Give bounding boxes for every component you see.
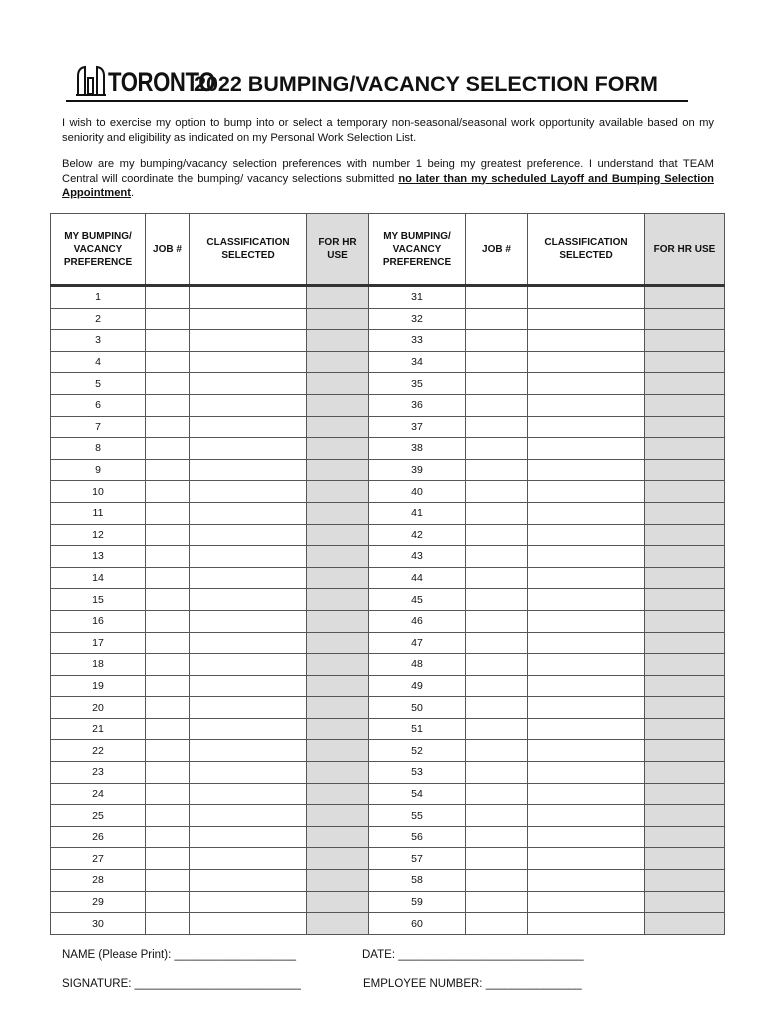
toronto-city-hall-icon	[76, 64, 106, 96]
classification-cell[interactable]	[190, 589, 307, 611]
classification-cell[interactable]	[190, 783, 307, 805]
hr-use-cell	[645, 438, 725, 460]
table-row	[51, 740, 725, 762]
job-number-cell[interactable]	[466, 438, 528, 460]
preference-number: 13	[51, 546, 146, 568]
preference-number: 33	[369, 330, 466, 352]
preference-number: 39	[369, 459, 466, 481]
classification-cell[interactable]	[190, 675, 307, 697]
table-row	[51, 610, 725, 632]
preference-number: 38	[369, 438, 466, 460]
classification-cell[interactable]	[528, 805, 645, 827]
classification-cell[interactable]	[190, 805, 307, 827]
job-number-cell[interactable]	[146, 783, 190, 805]
preference-number: 35	[369, 373, 466, 395]
job-number-cell[interactable]	[466, 524, 528, 546]
job-number-cell[interactable]	[146, 718, 190, 740]
preference-number: 29	[51, 891, 146, 913]
table-header-row	[51, 214, 725, 286]
table-row	[51, 762, 725, 784]
job-number-cell[interactable]	[146, 308, 190, 330]
preference-header: MY BUMPING/ VACANCY PREFERENCE	[51, 214, 146, 286]
classification-cell[interactable]	[528, 286, 645, 309]
preference-number: 8	[51, 438, 146, 460]
preference-number: 7	[51, 416, 146, 438]
classification-cell[interactable]	[190, 330, 307, 352]
job-number-cell[interactable]	[146, 848, 190, 870]
job-number-cell[interactable]	[146, 524, 190, 546]
hr-use-cell	[307, 848, 369, 870]
hr-use-cell	[645, 589, 725, 611]
job-number-cell[interactable]	[466, 632, 528, 654]
preference-number: 24	[51, 783, 146, 805]
preference-number: 55	[369, 805, 466, 827]
preference-number: 15	[51, 589, 146, 611]
classification-cell[interactable]	[190, 826, 307, 848]
hr-use-cell	[307, 459, 369, 481]
classification-cell[interactable]	[190, 394, 307, 416]
preference-number: 11	[51, 502, 146, 524]
table-row	[51, 654, 725, 676]
hr-use-cell	[645, 394, 725, 416]
job-number-cell[interactable]	[466, 891, 528, 913]
table-row	[51, 697, 725, 719]
hr-use-cell	[645, 826, 725, 848]
hr-use-cell	[307, 394, 369, 416]
preference-number: 27	[51, 848, 146, 870]
classification-cell[interactable]	[528, 373, 645, 395]
classification-cell[interactable]	[528, 416, 645, 438]
classification-cell[interactable]	[190, 286, 307, 309]
job-number-cell[interactable]	[466, 654, 528, 676]
classification-cell[interactable]	[190, 567, 307, 589]
preference-number: 5	[51, 373, 146, 395]
job-number-cell[interactable]	[466, 697, 528, 719]
hr-use-cell	[307, 416, 369, 438]
hr-use-cell	[307, 330, 369, 352]
name-field[interactable]: NAME (Please Print): ___________________	[62, 949, 296, 961]
intro-paragraph-2	[62, 157, 714, 201]
classification-cell[interactable]	[190, 459, 307, 481]
classification-cell[interactable]	[190, 481, 307, 503]
classification-cell[interactable]	[528, 870, 645, 892]
job-number-cell[interactable]	[146, 502, 190, 524]
preference-number: 43	[369, 546, 466, 568]
classification-cell[interactable]	[528, 610, 645, 632]
job-number-cell[interactable]	[466, 330, 528, 352]
job-number-cell[interactable]	[146, 870, 190, 892]
selection-table	[50, 213, 725, 935]
hr-use-cell	[307, 286, 369, 309]
preference-number: 57	[369, 848, 466, 870]
job-number-cell[interactable]	[466, 848, 528, 870]
hr-use-cell	[307, 740, 369, 762]
classification-cell[interactable]	[190, 373, 307, 395]
preference-number: 1	[51, 286, 146, 309]
classification-cell[interactable]	[528, 740, 645, 762]
preference-number: 54	[369, 783, 466, 805]
job-number-cell[interactable]	[146, 826, 190, 848]
job-number-header: JOB #	[466, 214, 528, 286]
hr-use-cell	[307, 654, 369, 676]
classification-cell[interactable]	[190, 416, 307, 438]
preference-number: 2	[51, 308, 146, 330]
table-row	[51, 481, 725, 503]
job-number-cell[interactable]	[466, 718, 528, 740]
preference-number: 12	[51, 524, 146, 546]
job-number-cell[interactable]	[146, 654, 190, 676]
job-number-cell[interactable]	[146, 675, 190, 697]
job-number-cell[interactable]	[146, 891, 190, 913]
hr-use-cell	[645, 416, 725, 438]
preference-number: 56	[369, 826, 466, 848]
hr-use-cell	[645, 697, 725, 719]
job-number-cell[interactable]	[146, 740, 190, 762]
classification-cell[interactable]	[528, 697, 645, 719]
job-number-cell[interactable]	[466, 416, 528, 438]
job-number-cell[interactable]	[146, 697, 190, 719]
hr-use-cell	[307, 762, 369, 784]
classification-cell[interactable]	[528, 675, 645, 697]
classification-header: CLASSIFICATION SELECTED	[528, 214, 645, 286]
preference-number: 26	[51, 826, 146, 848]
classification-cell[interactable]	[528, 848, 645, 870]
hr-use-header: FOR HR USE	[307, 214, 369, 286]
classification-cell[interactable]	[528, 567, 645, 589]
preference-number: 23	[51, 762, 146, 784]
job-number-cell[interactable]	[146, 438, 190, 460]
job-number-cell[interactable]	[466, 308, 528, 330]
classification-header: CLASSIFICATION SELECTED	[190, 214, 307, 286]
table-row	[51, 675, 725, 697]
classification-cell[interactable]	[190, 848, 307, 870]
classification-cell[interactable]	[528, 481, 645, 503]
signature-field[interactable]: SIGNATURE: __________________________	[62, 978, 301, 990]
preference-number: 17	[51, 632, 146, 654]
hr-use-cell	[307, 567, 369, 589]
hr-use-cell	[307, 870, 369, 892]
hr-use-cell	[645, 740, 725, 762]
hr-use-cell	[645, 373, 725, 395]
job-number-cell[interactable]	[146, 610, 190, 632]
job-number-cell[interactable]	[466, 762, 528, 784]
job-number-cell[interactable]	[146, 416, 190, 438]
job-number-cell[interactable]	[146, 373, 190, 395]
classification-cell[interactable]	[528, 459, 645, 481]
preference-number: 41	[369, 502, 466, 524]
appointment-deadline-text: no later than my scheduled Layoff and Bumping Selection Appointment	[62, 172, 714, 199]
preference-number: 59	[369, 891, 466, 913]
job-number-cell[interactable]	[146, 459, 190, 481]
job-number-cell[interactable]	[466, 502, 528, 524]
classification-cell[interactable]	[528, 546, 645, 568]
hr-use-cell	[307, 524, 369, 546]
classification-cell[interactable]	[528, 394, 645, 416]
hr-use-cell	[645, 913, 725, 935]
hr-use-cell	[307, 481, 369, 503]
classification-cell[interactable]	[528, 762, 645, 784]
preference-number: 48	[369, 654, 466, 676]
table-row	[51, 870, 725, 892]
classification-cell[interactable]	[528, 718, 645, 740]
preference-number: 46	[369, 610, 466, 632]
preference-header: MY BUMPING/ VACANCY PREFERENCE	[369, 214, 466, 286]
hr-use-cell	[307, 891, 369, 913]
job-number-cell[interactable]	[466, 805, 528, 827]
job-number-cell[interactable]	[466, 589, 528, 611]
table-row	[51, 826, 725, 848]
hr-use-cell	[645, 870, 725, 892]
date-field[interactable]: DATE: _____________________________	[362, 949, 584, 961]
table-row	[51, 848, 725, 870]
classification-cell[interactable]	[528, 913, 645, 935]
job-number-cell[interactable]	[466, 394, 528, 416]
preference-number: 44	[369, 567, 466, 589]
classification-cell[interactable]	[528, 502, 645, 524]
hr-use-cell	[645, 783, 725, 805]
job-number-cell[interactable]	[146, 589, 190, 611]
job-number-cell[interactable]	[466, 740, 528, 762]
job-number-cell[interactable]	[466, 567, 528, 589]
hr-use-cell	[307, 373, 369, 395]
hr-use-cell	[307, 546, 369, 568]
hr-use-cell	[307, 826, 369, 848]
job-number-cell[interactable]	[466, 610, 528, 632]
table-row	[51, 805, 725, 827]
hr-use-cell	[645, 567, 725, 589]
classification-cell[interactable]	[190, 891, 307, 913]
hr-use-cell	[645, 610, 725, 632]
hr-use-cell	[307, 610, 369, 632]
hr-use-cell	[645, 330, 725, 352]
classification-cell[interactable]	[528, 632, 645, 654]
classification-cell[interactable]	[190, 546, 307, 568]
preference-number: 21	[51, 718, 146, 740]
preference-number: 49	[369, 675, 466, 697]
classification-cell[interactable]	[528, 330, 645, 352]
classification-cell[interactable]	[528, 891, 645, 913]
form-header	[66, 62, 688, 102]
hr-use-cell	[307, 783, 369, 805]
hr-use-cell	[645, 891, 725, 913]
table-row	[51, 891, 725, 913]
classification-cell[interactable]	[190, 610, 307, 632]
hr-use-cell	[645, 654, 725, 676]
preference-number: 37	[369, 416, 466, 438]
preference-number: 51	[369, 718, 466, 740]
preference-number: 36	[369, 394, 466, 416]
job-number-cell[interactable]	[146, 913, 190, 935]
hr-use-cell	[307, 308, 369, 330]
preference-number: 50	[369, 697, 466, 719]
preference-number: 10	[51, 481, 146, 503]
job-number-cell[interactable]	[146, 546, 190, 568]
hr-use-cell	[307, 805, 369, 827]
table-row	[51, 438, 725, 460]
hr-use-cell	[645, 459, 725, 481]
classification-cell[interactable]	[528, 308, 645, 330]
classification-cell[interactable]	[190, 913, 307, 935]
hr-use-cell	[645, 546, 725, 568]
job-number-cell[interactable]	[146, 762, 190, 784]
preference-number: 42	[369, 524, 466, 546]
hr-use-cell	[307, 913, 369, 935]
classification-cell[interactable]	[528, 438, 645, 460]
form-title: 2022 BUMPING/VACANCY SELECTION FORM	[194, 72, 658, 96]
classification-cell[interactable]	[528, 524, 645, 546]
classification-cell[interactable]	[190, 762, 307, 784]
job-number-header: JOB #	[146, 214, 190, 286]
job-number-cell[interactable]	[146, 394, 190, 416]
table-row	[51, 416, 725, 438]
job-number-cell[interactable]	[466, 351, 528, 373]
preference-number: 40	[369, 481, 466, 503]
hr-use-cell	[307, 351, 369, 373]
table-row	[51, 286, 725, 309]
preference-number: 19	[51, 675, 146, 697]
table-row	[51, 783, 725, 805]
preference-number: 60	[369, 913, 466, 935]
table-row	[51, 524, 725, 546]
hr-use-cell	[645, 524, 725, 546]
hr-use-cell	[645, 848, 725, 870]
table-body	[51, 286, 725, 935]
table-row	[51, 718, 725, 740]
preference-number: 53	[369, 762, 466, 784]
job-number-cell[interactable]	[146, 286, 190, 309]
preference-number: 34	[369, 351, 466, 373]
hr-use-cell	[307, 697, 369, 719]
preference-number: 30	[51, 913, 146, 935]
job-number-cell[interactable]	[146, 632, 190, 654]
job-number-cell[interactable]	[146, 805, 190, 827]
hr-use-cell	[645, 805, 725, 827]
preference-number: 32	[369, 308, 466, 330]
hr-use-cell	[645, 502, 725, 524]
job-number-cell[interactable]	[466, 481, 528, 503]
toronto-logo-text: TORONTO	[108, 67, 216, 97]
hr-use-cell	[307, 502, 369, 524]
classification-cell[interactable]	[528, 826, 645, 848]
table-row	[51, 330, 725, 352]
classification-cell[interactable]	[190, 632, 307, 654]
hr-use-cell	[307, 675, 369, 697]
classification-cell[interactable]	[190, 654, 307, 676]
job-number-cell[interactable]	[146, 351, 190, 373]
preference-number: 31	[369, 286, 466, 309]
job-number-cell[interactable]	[466, 783, 528, 805]
classification-cell[interactable]	[190, 502, 307, 524]
preference-number: 22	[51, 740, 146, 762]
classification-cell[interactable]	[528, 783, 645, 805]
preference-number: 20	[51, 697, 146, 719]
hr-use-cell	[645, 286, 725, 309]
hr-use-cell	[645, 675, 725, 697]
intro-paragraph-2-end: .	[130, 187, 135, 199]
job-number-cell[interactable]	[146, 330, 190, 352]
preference-number: 6	[51, 394, 146, 416]
job-number-cell[interactable]	[466, 459, 528, 481]
job-number-cell[interactable]	[146, 481, 190, 503]
hr-use-cell	[645, 481, 725, 503]
table-row	[51, 459, 725, 481]
hr-use-cell	[645, 351, 725, 373]
table-row	[51, 632, 725, 654]
table-row	[51, 351, 725, 373]
classification-cell[interactable]	[190, 351, 307, 373]
table-row	[51, 589, 725, 611]
job-number-cell[interactable]	[146, 567, 190, 589]
hr-use-header: FOR HR USE	[645, 214, 725, 286]
preference-number: 47	[369, 632, 466, 654]
table-row	[51, 308, 725, 330]
table-row	[51, 502, 725, 524]
job-number-cell[interactable]	[466, 373, 528, 395]
preference-number: 45	[369, 589, 466, 611]
hr-use-cell	[307, 718, 369, 740]
classification-cell[interactable]	[528, 351, 645, 373]
classification-cell[interactable]	[190, 697, 307, 719]
job-number-cell[interactable]	[466, 826, 528, 848]
preference-number: 14	[51, 567, 146, 589]
preference-number: 3	[51, 330, 146, 352]
classification-cell[interactable]	[190, 524, 307, 546]
table-row	[51, 913, 725, 935]
hr-use-cell	[645, 718, 725, 740]
hr-use-cell	[307, 438, 369, 460]
table-row	[51, 394, 725, 416]
classification-cell[interactable]	[190, 740, 307, 762]
classification-cell[interactable]	[528, 654, 645, 676]
job-number-cell[interactable]	[466, 546, 528, 568]
intro-paragraph-2-text: Below are my bumping/vacancy selection preferences with number 1 being my greatest preference. I understand that TEAM Central will coordinate the bumping/ vacancy selections submitted	[62, 158, 714, 185]
preference-number: 4	[51, 351, 146, 373]
hr-use-cell	[645, 632, 725, 654]
job-number-cell[interactable]	[466, 913, 528, 935]
preference-number: 16	[51, 610, 146, 632]
job-number-cell[interactable]	[466, 870, 528, 892]
job-number-cell[interactable]	[466, 675, 528, 697]
hr-use-cell	[645, 762, 725, 784]
classification-cell[interactable]	[190, 718, 307, 740]
preference-number: 52	[369, 740, 466, 762]
preference-number: 58	[369, 870, 466, 892]
employee-number-field[interactable]: EMPLOYEE NUMBER: _______________	[363, 978, 582, 990]
hr-use-cell	[645, 308, 725, 330]
table-row	[51, 373, 725, 395]
classification-cell[interactable]	[190, 438, 307, 460]
preference-number: 25	[51, 805, 146, 827]
table-row	[51, 567, 725, 589]
table-row	[51, 546, 725, 568]
job-number-cell[interactable]	[466, 286, 528, 309]
hr-use-cell	[307, 589, 369, 611]
classification-cell[interactable]	[190, 308, 307, 330]
preference-number: 28	[51, 870, 146, 892]
preference-number: 9	[51, 459, 146, 481]
intro-paragraph-1: I wish to exercise my option to bump into or select a temporary non-seasonal/seasonal work opportunity available based on my seniority and eligibility as indicated on my Personal Work Selection List.	[62, 117, 714, 144]
classification-cell[interactable]	[528, 589, 645, 611]
hr-use-cell	[307, 632, 369, 654]
classification-cell[interactable]	[190, 870, 307, 892]
preference-number: 18	[51, 654, 146, 676]
